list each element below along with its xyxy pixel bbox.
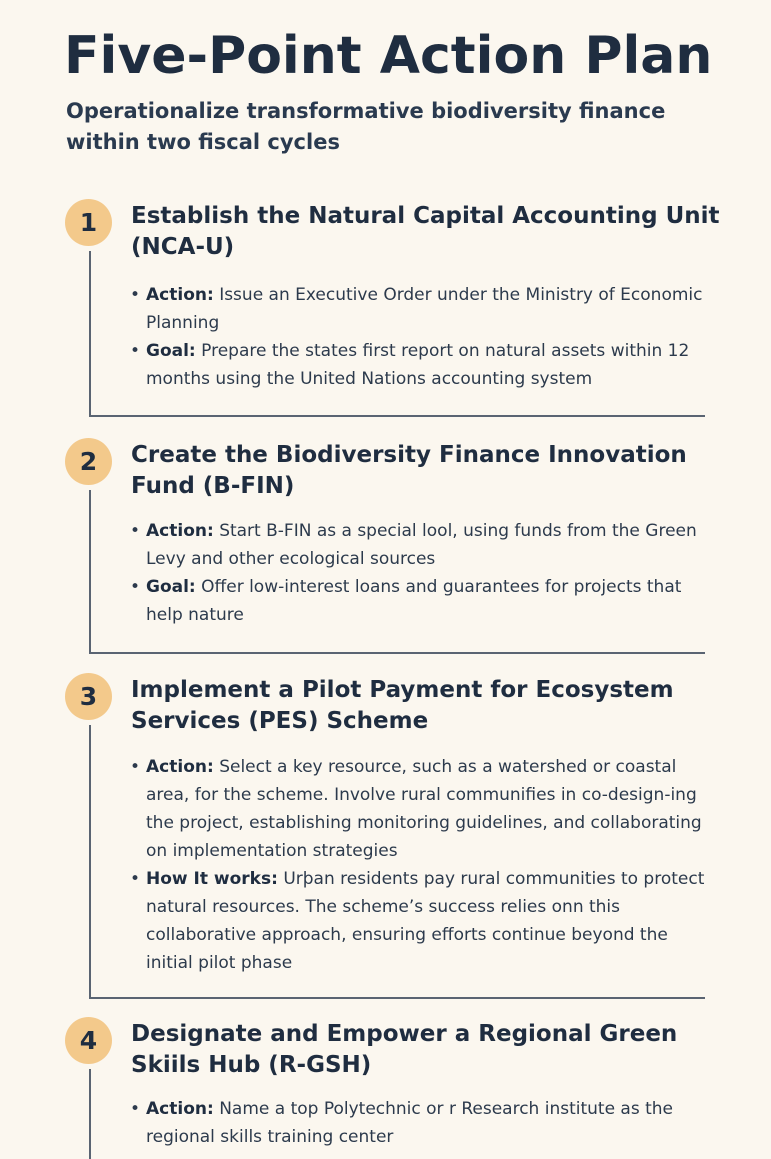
bullet-item: [130, 281, 705, 337]
bullet-text: Issue an Executive Order under the Ministry of Economic Planning: [146, 285, 703, 333]
bullet-term: Action:: [146, 521, 214, 541]
page-title: Five-Point Action Plan: [64, 26, 713, 86]
step-number-badge: 1: [65, 199, 112, 246]
bullet-term: Action:: [146, 285, 214, 305]
bullet-text: Start B-FIN as a special lool, using funds from the Green Levy and other ecological sources: [146, 521, 697, 569]
step-bullets: [130, 1095, 705, 1151]
step-divider: [89, 997, 705, 999]
step-title: Designate and Empower a Regional Green Skiils Hub (R-GSH): [131, 1021, 678, 1078]
bullet-item: [130, 573, 705, 629]
bullet-text: Select a key resource, such as a watershed or coastal area, for the scheme. Involve rural communifies in co-design-ing the project, establishing monitoring guidelines, and collaborating on implementation strategies: [146, 757, 702, 861]
step-rail: [89, 490, 91, 653]
bullet-text: Urþan residents pay rural communities to protect natural resources. The scheme’s success relies onn this collaborative approach, ensuring efforts continue beyond the initial pilot phase: [146, 869, 705, 973]
bullet-item: [130, 337, 705, 393]
page-subtitle: Operationalize transformative biodiversity finance within two fiscal cycles: [66, 99, 666, 154]
step-number-badge: 2: [65, 438, 112, 485]
step-title: Implement a Pilot Payment for Ecosystem Services (PES) Scheme: [131, 677, 674, 734]
step-rail: [89, 1069, 91, 1159]
step-number-badge: 3: [65, 673, 112, 720]
step-divider: [89, 652, 705, 654]
step-title: Create the Biodiversity Finance Innovation Fund (B-FIN): [131, 442, 687, 499]
bullet-item: [130, 865, 705, 977]
bullet-item: [130, 753, 705, 865]
bullet-term: How It works:: [146, 869, 278, 889]
bullet-term: Goal:: [146, 341, 196, 361]
bullet-term: Action:: [146, 757, 214, 777]
bullet-item: [130, 517, 705, 573]
bullet-item: [130, 1095, 705, 1151]
step-bullets: [130, 281, 705, 393]
bullet-term: Action:: [146, 1099, 214, 1119]
step-rail: [89, 251, 91, 416]
bullet-text: Prepare the states first report on natural assets within 12 months using the United Nations accounting system: [146, 341, 690, 389]
step-divider: [89, 415, 705, 417]
step-bullets: [130, 517, 705, 629]
step-bullets: [130, 753, 705, 977]
step-number-badge: 4: [65, 1017, 112, 1064]
bullet-term: Goal:: [146, 577, 196, 597]
bullet-text: Name a top Polytechnic or r Research institute as the regional skills training center: [146, 1099, 674, 1147]
step-title: Establish the Natural Capital Accounting Unit (NCA-U): [131, 203, 720, 260]
step-rail: [89, 725, 91, 998]
bullet-text: Offer low-interest loans and guarantees for projects that help nature: [146, 577, 682, 625]
